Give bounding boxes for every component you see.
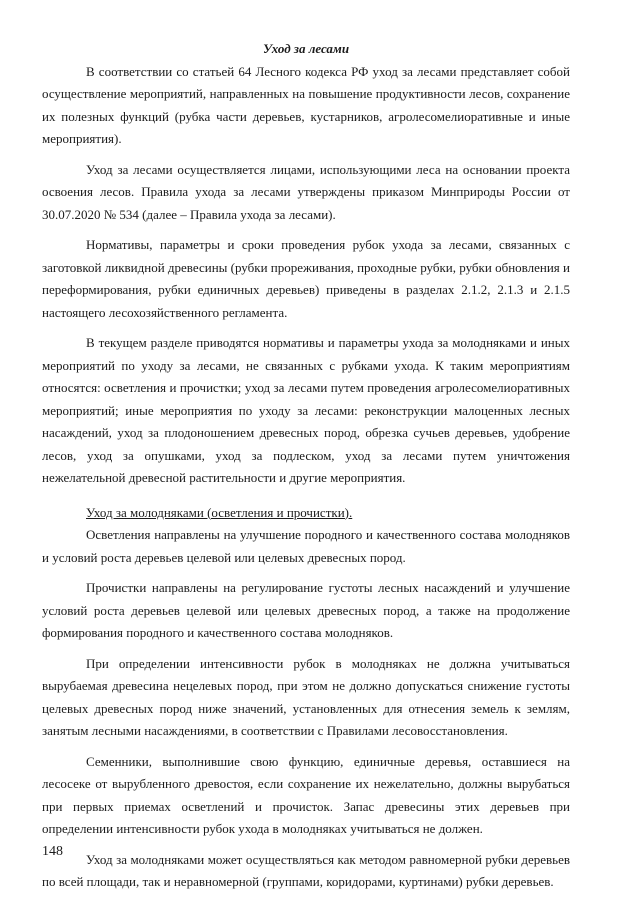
- section-title: Уход за лесами: [262, 41, 350, 56]
- document-body: [42, 38, 570, 894]
- subheading-text: Уход за молодняками (осветления и прочистки).: [86, 504, 353, 520]
- paragraph-1: В соответствии со статьей 64 Лесного кодекса РФ уход за лесами представляет собой осуществление мероприятий, направленных на повышение продуктивности лесов, сохранение их полезных функций (рубка части деревьев, кустарников, агролесомелиоративные и иные мероприятия).: [42, 63, 570, 146]
- paragraph-4: В текущем разделе приводятся нормативы и параметры ухода за молодняками и иных мероприятий по уходу за лесами, не связанных с рубками ухода. К таким мероприятиям относятся: осветления и прочистки; уход за лесами путем проведения агролесомелиоративных мероприятий; иные мероприятия по уходу за лесами: реконструкции малоценных лесных насаждений, уход за плодоношением древесных пород, обрезка сучьев деревьев, удобрение лесов, уход за опушками, уход за подлеском, уход за лесами путем уничтожения нежелательной древесной растительности и другие мероприятия.: [42, 335, 570, 485]
- paragraph-2: Уход за лесами осуществляется лицами, использующими леса на основании проекта освоения лесов. Правила ухода за лесами утверждены приказом Минприроды России от 30.07.2020 № 534 (далее – Правила ухода за лесами).: [42, 161, 570, 222]
- paragraph-5: Осветления направлены на улучшение породного и качественного состава молодняков и условий роста деревьев целевой или целевых древесных пород.: [42, 527, 570, 565]
- paragraph-8: Семенники, выполнившие свою функцию, единичные деревья, оставшиеся на лесосеке от вырубленного древостоя, если сохранение их нежелательно, должны вырубаться при первых приемах осветлений и прочисток. Запас древесины этих деревьев при определении интенсивности рубок ухода в молодняках учитываться не должен.: [42, 753, 570, 836]
- subheading: [42, 502, 570, 525]
- page-number: 148: [42, 844, 63, 859]
- paragraph-7: При определении интенсивности рубок в молодняках не должна учитываться вырубаемая древесина нецелевых пород, при этом не должно допускаться снижение густоты целевых древесных пород ниже значений, установленных для отнесения земель к землям, занятым лесными насаждениями, в соответствии с Правилами лесовосстановления.: [42, 655, 570, 738]
- paragraph-6: Прочистки направлены на регулирование густоты лесных насаждений и улучшение условий роста деревьев целевой или целевых древесных пород, а также на продолжение формирования породного и качественного состава молодняков.: [42, 580, 570, 640]
- paragraph-9: Уход за молодняками может осуществляться как методом равномерной рубки деревьев по всей площади, так и неравномерной (группами, коридорами, куртинами) рубки деревьев.: [42, 851, 570, 889]
- paragraph-3: Нормативы, параметры и сроки проведения рубок ухода за лесами, связанных с заготовкой ликвидной древесины (рубки прореживания, проходные рубки, рубки обновления и переформирования, рубки единичных деревьев) приведены в разделах 2.1.2, 2.1.3 и 2.1.5 настоящего лесохозяйственного регламента.: [42, 237, 570, 320]
